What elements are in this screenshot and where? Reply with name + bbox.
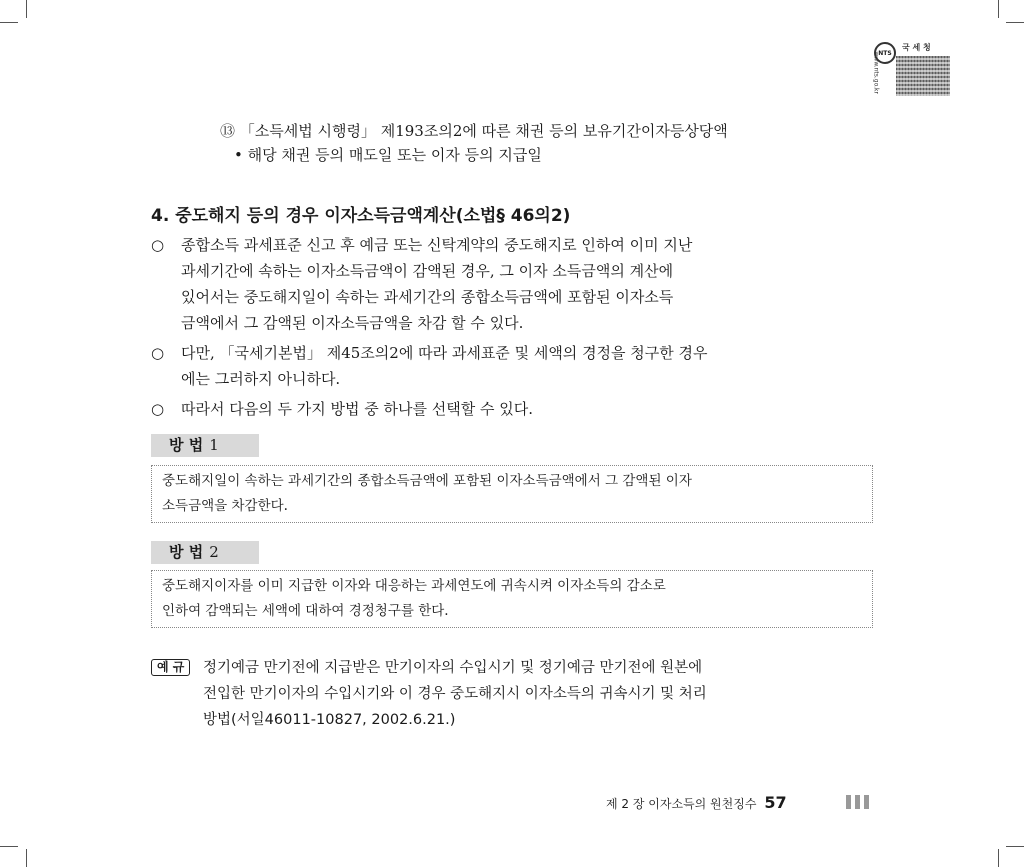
- ruling-line: 전입한 만기이자의 수입시기와 이 경우 중도해지시 이자소득의 귀속시기 및 처리: [203, 686, 707, 702]
- crop-mark: [26, 849, 27, 867]
- footer-bar: [846, 795, 851, 809]
- nts-emblem-icon: NTS: [874, 42, 896, 64]
- page-number: 57: [764, 793, 787, 812]
- paragraph-line: 종합소득 과세표준 신고 후 예금 또는 신탁계약의 중도해지로 인하여 이미 지난: [181, 236, 693, 254]
- paragraph-line: 있어서는 중도해지일이 속하는 과세기간의 종합소득금액에 포함된 이자소득: [181, 288, 674, 306]
- paragraph-line: 따라서 다음의 두 가지 방법 중 하나를 선택할 수 있다.: [181, 400, 533, 418]
- method-2-tag: [151, 541, 259, 564]
- item-13-title: ⑬ 「소득세법 시행령」 제193조의2에 따른 채권 등의 보유기간이자등상당액: [220, 122, 728, 140]
- ruling-line: 방법(서일46011-10827, 2002.6.21.): [203, 712, 456, 728]
- method-label: 방 법: [169, 543, 204, 561]
- chapter-title: 제 2 장 이자소득의 원천징수: [606, 797, 757, 811]
- crop-mark: [0, 846, 18, 847]
- page-footer: [606, 793, 787, 812]
- method-line: 중도해지이자를 이미 지급한 이자와 대응하는 과세연도에 귀속시켜 이자소득의 감소로: [162, 578, 666, 594]
- bullet-paragraph-2: [151, 340, 881, 392]
- paragraph-line: 과세기간에 속하는 이자소득금액이 감액된 경우, 그 이자 소득금액의 계산에: [181, 262, 674, 280]
- footer-decoration: [846, 795, 873, 814]
- paragraph-line: 에는 그러하지 아니하다.: [181, 370, 341, 388]
- crop-mark: [26, 0, 27, 18]
- method-number: 1: [209, 436, 219, 454]
- item-13-detail: • 해당 채권 등의 매도일 또는 이자 등의 지급일: [234, 146, 542, 164]
- circle-bullet-icon: ○: [151, 400, 165, 418]
- ruling-line: 정기예금 만기전에 지급받은 만기이자의 수입시기 및 정기예금 만기전에 원본에: [203, 660, 703, 676]
- crop-mark: [998, 849, 999, 867]
- org-name: 국 세 청: [902, 43, 931, 52]
- bullet-paragraph-1: [151, 232, 881, 336]
- crop-mark: [998, 0, 999, 18]
- circle-bullet-icon: ○: [151, 344, 165, 362]
- crop-mark: [1006, 846, 1024, 847]
- method-number: 2: [209, 543, 219, 561]
- qr-code-icon: [896, 56, 950, 96]
- paragraph-line: 다만, 「국세기본법」 제45조의2에 따라 과세표준 및 세액의 경정을 청구한 경우: [181, 344, 708, 362]
- nts-logo: [872, 38, 952, 96]
- method-1-box: [151, 465, 873, 523]
- method-1-tag: [151, 434, 259, 457]
- ruling-badge: 예 규: [151, 659, 190, 676]
- footer-bar: [864, 795, 869, 809]
- section-title: 4. 중도해지 등의 경우 이자소득금액계산(소법§ 46의2): [151, 206, 571, 226]
- crop-mark: [1006, 22, 1024, 23]
- crop-mark: [0, 22, 18, 23]
- org-url: www.nts.go.kr: [872, 51, 880, 94]
- paragraph-line: 금액에서 그 감액된 이자소득금액을 차감 할 수 있다.: [181, 314, 524, 332]
- circle-bullet-icon: ○: [151, 236, 165, 254]
- ruling-block: [151, 655, 881, 733]
- method-line: 소득금액을 차감한다.: [162, 498, 288, 514]
- method-2-box: [151, 570, 873, 628]
- method-label: 방 법: [169, 436, 204, 454]
- method-line: 중도해지일이 속하는 과세기간의 종합소득금액에 포함된 이자소득금액에서 그 감액된 이자: [162, 473, 692, 489]
- method-line: 인하여 감액되는 세액에 대하여 경정청구를 한다.: [162, 603, 449, 619]
- footer-bar: [855, 795, 860, 809]
- bullet-paragraph-3: [151, 396, 881, 422]
